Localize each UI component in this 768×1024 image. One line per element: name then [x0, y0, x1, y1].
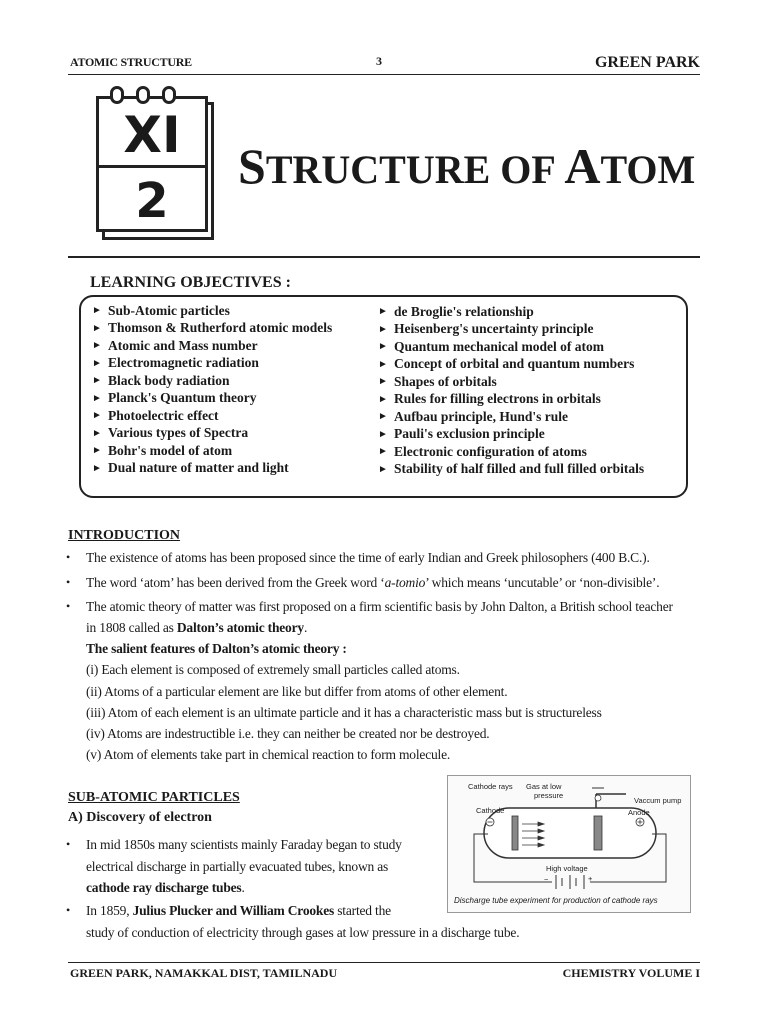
calendar-front-page: [96, 96, 208, 232]
footer-rule: [68, 962, 700, 963]
arrow-bullet-icon: ►: [92, 322, 102, 334]
arrow-bullet-icon: ►: [378, 323, 388, 335]
dalton-features-heading: The salient features of Dalton’s atomic theory :: [86, 641, 347, 656]
arrow-bullet-icon: ►: [378, 341, 388, 353]
objective-item: [378, 373, 644, 391]
objective-item: [92, 372, 332, 390]
introduction-heading: INTRODUCTION: [68, 528, 181, 543]
intro-paragraph-3: The atomic theory of matter was first proposed on a firm scientific basis by John Dalton, a British school teacher: [86, 599, 673, 614]
objective-label: Shapes of orbitals: [394, 373, 497, 389]
objective-label: Atomic and Mass number: [108, 337, 258, 353]
objectives-right-list: [378, 303, 644, 478]
objective-label: Dual nature of matter and light: [108, 460, 289, 476]
footer-publisher: GREEN PARK, NAMAKKAL DIST, TAMILNADU: [70, 966, 338, 980]
bullet-icon: •: [66, 575, 71, 589]
objective-item: [378, 391, 644, 409]
objective-item: [378, 356, 644, 374]
subatomic-heading: SUB-ATOMIC PARTICLES: [68, 790, 240, 805]
page-number: 3: [376, 54, 382, 68]
objective-item: [92, 460, 332, 478]
arrow-bullet-icon: ►: [92, 462, 102, 474]
objective-label: Stability of half filled and full filled orbitals: [394, 461, 645, 477]
label-gas-low: Gas at low: [526, 782, 562, 791]
arrow-bullet-icon: ►: [378, 428, 388, 440]
objective-item: [378, 443, 644, 461]
bullet-icon: •: [66, 550, 71, 564]
arrow-bullet-icon: ►: [378, 446, 388, 458]
discovery-electron-heading: A) Discovery of electron: [68, 810, 212, 825]
objective-item: [378, 303, 644, 321]
arrow-bullet-icon: ►: [92, 375, 102, 387]
objective-item: [92, 442, 332, 460]
arrow-bullet-icon: ►: [378, 463, 388, 475]
objective-label: Sub-Atomic particles: [108, 302, 230, 318]
objective-item: [92, 390, 332, 408]
arrow-bullet-icon: ►: [92, 340, 102, 352]
intro-paragraph-3-cont: in 1808 called as Dalton’s atomic theory.: [86, 620, 308, 635]
objective-label: Bohr's model of atom: [108, 442, 233, 458]
running-header-publisher: GREEN PARK: [594, 54, 700, 71]
objective-label: Pauli's exclusion principle: [394, 426, 545, 442]
arrow-bullet-icon: ►: [378, 411, 388, 423]
arrow-bullet-icon: ►: [378, 358, 388, 370]
objective-item: [92, 425, 332, 443]
objective-label: Black body radiation: [108, 372, 230, 388]
arrow-bullet-icon: ►: [92, 392, 102, 404]
subatomic-paragraph-2-cont: study of conduction of electricity through gases at low pressure in a discharge tube.: [86, 925, 520, 940]
objective-item: [378, 461, 644, 479]
objective-item: [92, 337, 332, 355]
class-label: XI: [123, 106, 181, 164]
arrow-bullet-icon: ►: [92, 410, 102, 422]
valve-icon: [595, 795, 601, 801]
objective-label: Aufbau principle, Hund's rule: [394, 408, 569, 424]
running-header-title: ATOMIC STRUCTURE: [70, 55, 192, 69]
objective-item: [378, 426, 644, 444]
objective-label: Thomson & Rutherford atomic models: [108, 320, 333, 336]
objective-item: [92, 355, 332, 373]
anode-plate: [594, 816, 602, 850]
bullet-icon: •: [66, 599, 71, 613]
dalton-feature: (ii) Atoms of a particular element are like but differ from atoms of other element.: [86, 684, 508, 699]
battery-icon: [556, 875, 584, 889]
objectives-left-list: [92, 302, 332, 477]
objective-label: Concept of orbital and quantum numbers: [394, 356, 635, 372]
arrow-bullet-icon: ►: [92, 357, 102, 369]
label-anode: Anode: [628, 808, 650, 817]
objective-label: Electromagnetic radiation: [108, 355, 259, 371]
objective-label: de Broglie's relationship: [394, 303, 534, 319]
label-high-voltage: High voltage: [546, 864, 588, 873]
calendar-divider: [99, 165, 205, 168]
bullet-icon: •: [66, 837, 71, 851]
discharge-tube-figure: [447, 775, 691, 913]
cathode-plate: [512, 816, 518, 850]
arrow-bullet-icon: ►: [92, 427, 102, 439]
objective-item: [378, 408, 644, 426]
arrow-bullet-icon: ►: [378, 393, 388, 405]
intro-paragraph-2: The word ‘atom’ has been derived from the Greek word ‘a-tomio’ which means ‘uncutable’ or ‘non-divisible’.: [86, 575, 660, 590]
objective-item: [92, 320, 332, 338]
objective-item: [92, 407, 332, 425]
objective-item: [378, 321, 644, 339]
calendar-ring-icon: [162, 86, 176, 104]
dalton-feature: (i) Each element is composed of extremely small particles called atoms.: [86, 662, 460, 677]
arrow-bullet-icon: ►: [378, 306, 388, 318]
title-rule: [68, 256, 700, 258]
bullet-icon: •: [66, 903, 71, 917]
subatomic-paragraph-1-cont: cathode ray discharge tubes.: [86, 880, 245, 895]
chapter-number: 2: [135, 173, 169, 229]
footer-volume: CHEMISTRY VOLUME I: [562, 966, 700, 980]
calendar-ring-icon: [110, 86, 124, 104]
calendar-ring-icon: [136, 86, 150, 104]
arrow-bullet-icon: ►: [378, 376, 388, 388]
objective-label: Various types of Spectra: [108, 425, 249, 441]
subatomic-paragraph-2: In 1859, Julius Plucker and William Crookes started the: [86, 903, 391, 918]
label-plus: +: [588, 874, 593, 883]
label-pressure: pressure: [534, 791, 564, 800]
label-minus: −: [544, 875, 549, 884]
chapter-title: STRUCTURE OF ATOM: [238, 138, 696, 194]
dalton-feature: (v) Atom of elements take part in chemical reaction to form molecule.: [86, 747, 451, 762]
objective-item: [92, 302, 332, 320]
objective-label: Planck's Quantum theory: [108, 390, 257, 406]
objective-label: Rules for filling electrons in orbitals: [394, 391, 601, 407]
arrow-bullet-icon: ►: [92, 445, 102, 457]
figure-caption: Discharge tube experiment for production of cathode rays: [454, 896, 658, 905]
objective-item: [378, 338, 644, 356]
header-rule: [68, 74, 700, 75]
label-cathode: Cathode: [476, 806, 505, 815]
objective-label: Heisenberg's uncertainty principle: [394, 321, 594, 337]
dalton-feature: (iii) Atom of each element is an ultimate particle and it has a characteristic mass but is structureless: [86, 705, 602, 720]
dalton-feature: (iv) Atoms are indestructible i.e. they can neither be created nor be destroyed.: [86, 726, 490, 741]
label-cathode-rays: Cathode rays: [468, 782, 513, 791]
arrow-bullet-icon: ►: [92, 305, 102, 317]
objective-label: Quantum mechanical model of atom: [394, 338, 604, 354]
subatomic-paragraph-1-cont: electrical discharge in partially evacuated tubes, known as: [86, 859, 389, 874]
learning-objectives-title: LEARNING OBJECTIVES :: [90, 274, 291, 291]
intro-paragraph-1: The existence of atoms has been proposed since the time of early Indian and Greek philosophers (400 B.C.).: [86, 550, 650, 565]
objective-label: Electronic configuration of atoms: [394, 443, 587, 459]
chapter-calendar-icon: [96, 94, 214, 240]
label-vacuum-pump: Vaccum pump: [634, 796, 682, 805]
objective-label: Photoelectric effect: [108, 407, 219, 423]
subatomic-paragraph-1: In mid 1850s many scientists mainly Faraday began to study: [86, 837, 402, 852]
